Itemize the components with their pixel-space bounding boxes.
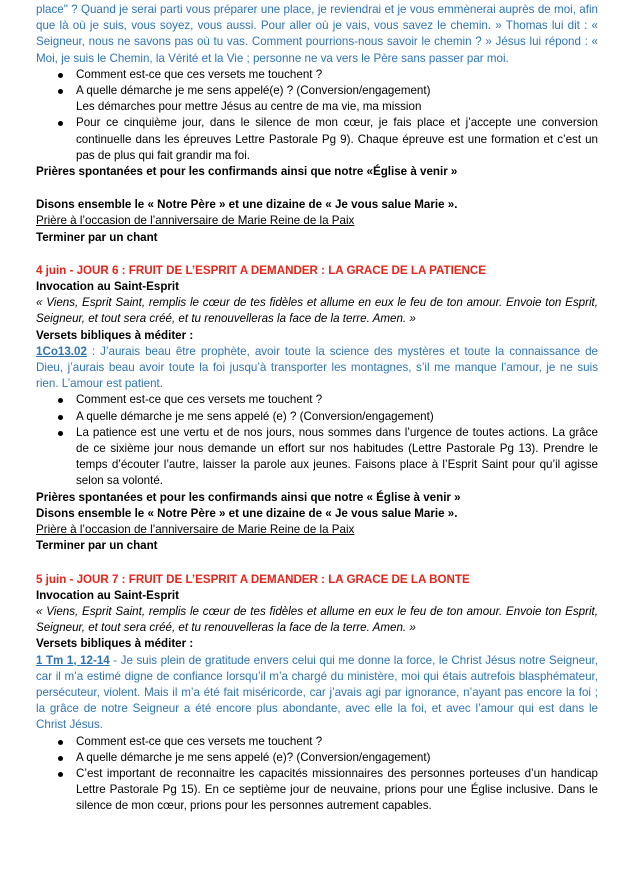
terminer-line: Terminer par un chant — [36, 230, 158, 244]
list-item: Pour ce cinquième jour, dans le silence de mon cœur, je fais place et j’accepte une conversion continuelle dans les épreuves Lettre Pastorale Pg 9). Chaque épreuve est une formation et c’est un pas de plus qui fait grandir ma foi. — [76, 115, 598, 164]
list-item-extra: Les démarches pour mettre Jésus au centre de ma vie, ma mission — [76, 100, 422, 114]
versets-label: Versets bibliques à méditer : — [36, 328, 194, 342]
list-item: C’est important de reconnaitre les capacités missionnaires des personnes porteuses d’un handicap Lettre Pastorale Pg 15). En ce septième jour de neuvaine, prions pour une Église inclusive. Dans le silence de mon cœur, prions pour les personnes autrement capables. — [76, 766, 598, 815]
priere-marie-line: Prière à l’occasion de l’anniversaire de Marie Reine de la Paix — [36, 214, 355, 228]
versets-label: Versets bibliques à méditer : — [36, 637, 194, 651]
list-item: Comment est-ce que ces versets me touchent ? — [76, 67, 598, 83]
priere-marie-line: Prière à l’occasion de l’anniversaire de Marie Reine de la Paix — [36, 523, 355, 537]
reflection-list — [36, 392, 598, 489]
verse-reference-link[interactable]: 1 Tm 1, 12-14 — [36, 653, 110, 667]
list-item: Comment est-ce que ces versets me touchent ? — [76, 734, 598, 750]
prayers-line: Prières spontanées et pour les confirmands ainsi que notre «Église à venir » — [36, 165, 458, 179]
reflection-list — [36, 67, 598, 164]
invocation-label: Invocation au Saint-Esprit — [36, 280, 180, 294]
day6-title: 4 juin - JOUR 6 : FRUIT DE L’ESPRIT A DEMANDER : LA GRACE DE LA PATIENCE — [36, 263, 487, 277]
invocation-label: Invocation au Saint-Esprit — [36, 588, 180, 602]
verse-text — [36, 344, 598, 393]
list-item-text: A quelle démarche je me sens appelé(e) ? (Conversion/engagement) — [76, 84, 431, 98]
notre-pere-line: Disons ensemble le « Notre Père » et une dizaine de « Je vous salue Marie ». — [36, 506, 458, 520]
prayers-line: Prières spontanées et pour les confirmands ainsi que notre « Église à venir » — [36, 490, 461, 504]
list-item: La patience est une vertu et de nos jours, nous sommes dans l’urgence de toutes actions. La grâce de ce sixième jour nous demande un effort sur nos habitudes (Lettre Pastorale Pg 13). Prendre le temps d’écouter l’autre, laisser la parole aux jeunes. Faisons place à l’Esprit Saint pour qu’il agisse selon sa volonté. — [76, 425, 598, 490]
list-item: Comment est-ce que ces versets me touchent ? — [76, 392, 598, 408]
list-item — [76, 83, 598, 115]
list-item: A quelle démarche je me sens appelé (e) ? (Conversion/engagement) — [76, 409, 598, 425]
document-page — [36, 2, 598, 815]
day7-title: 5 juin - JOUR 7 : FRUIT DE L’ESPRIT A DEMANDER : LA GRACE DE LA BONTE — [36, 572, 470, 586]
invocation-text: « Viens, Esprit Saint, remplis le cœur de tes fidèles et allume en eux le feu de ton amour. Envoie ton Esprit, Seigneur, et tout sera créé, et tu renouvelleras la face de la terre. Amen. » — [36, 604, 598, 635]
verse-continuation: place" ? Quand je serai parti vous préparer une place, je reviendrai et je vous emmènerai auprès de moi, afin que là où je suis, vous soyez, vous aussi. Pour aller où je vais, vous savez le chemin. » Thomas lui dit : « Seigneur, nous ne savons pas où tu vas. Comment pourrions-nous savoir le chemin ? » Jésus lui répond : « Moi, je suis le Chemin, la Vérité et la Vie ; personne ne va vers le Père sans passer par moi. — [36, 3, 598, 65]
reflection-list — [36, 734, 598, 815]
verse-reference-link[interactable]: 1Co13.02 — [36, 344, 87, 358]
invocation-text: « Viens, Esprit Saint, remplis le cœur de tes fidèles et allume en eux le feu de ton amour. Envoie ton Esprit, Seigneur, et tout sera créé, et tu renouvelleras la face de la terre. Amen. » — [36, 296, 598, 326]
notre-pere-line: Disons ensemble le « Notre Père » et une dizaine de « Je vous salue Marie ». — [36, 198, 458, 212]
verse-text — [36, 653, 598, 734]
verse-body: : J’aurais beau être prophète, avoir toute la science des mystères et toute la connaissance de Dieu, j’aurais beau avoir toute la foi jusqu’à transporter les montagnes, s’il me manque l’amour, je ne suis rien. L’amour est patient. — [36, 344, 598, 391]
list-item: A quelle démarche je me sens appelé (e)? (Conversion/engagement) — [76, 750, 598, 766]
terminer-line: Terminer par un chant — [36, 539, 158, 553]
verse-body: - Je suis plein de gratitude envers celui qui me donne la force, le Christ Jésus notre Seigneur, car il m’a estimé digne de confiance lorsqu’il m’a chargé du ministère, moi qui étais autrefois blasphémateur, persécuteur, violent. Mais il m’a été fait miséricorde, car j’avais agi par ignorance, n’ayant pas encore la foi ; la grâce de notre Seigneur a été encore plus abondante, avec elle la foi, et avec l’amour qui est dans le Christ Jésus. — [36, 653, 598, 732]
